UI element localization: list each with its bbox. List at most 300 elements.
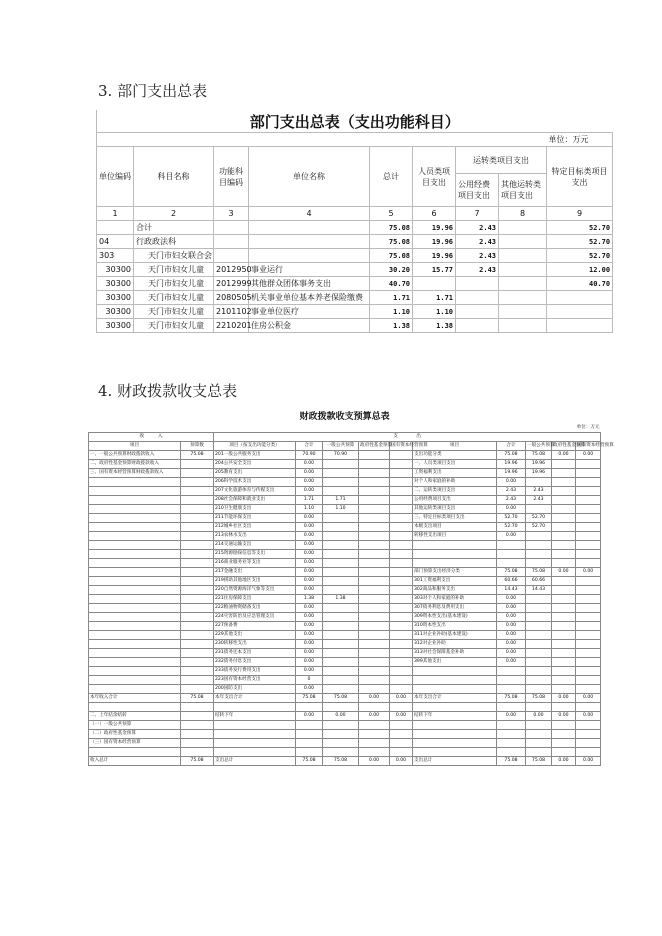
table-cell: [576, 631, 601, 640]
table-cell: [390, 550, 413, 559]
table-cell: [390, 568, 413, 577]
table-cell: [576, 667, 601, 676]
table-cell: 232债务付息支出: [214, 658, 296, 667]
table-cell: [181, 460, 214, 469]
table-cell: [413, 541, 497, 550]
table-cell: 75.08: [526, 568, 552, 577]
table-cell: [323, 748, 359, 757]
table-cell: [497, 559, 526, 568]
table-cell: 214交通运输支出: [214, 541, 296, 550]
table-cell: [359, 523, 390, 532]
table-cell: 19.96: [526, 460, 552, 469]
table-cell: 0.00: [497, 595, 526, 604]
table-cell: 0.00: [359, 757, 390, 766]
table-cell: 0.00: [296, 487, 323, 496]
table-cell: 本年支出合计: [413, 694, 497, 703]
table-cell: 1.71: [323, 496, 359, 505]
table-cell: 0.00: [359, 712, 390, 721]
table-cell: 1.38: [413, 319, 456, 333]
table-cell: [89, 541, 181, 550]
table-cell: 2.43: [497, 496, 526, 505]
table-cell: [552, 640, 576, 649]
table-cell: 52.70: [526, 514, 552, 523]
table-cell: [89, 604, 181, 613]
table-cell: 224灾害防治及应急管理支出: [214, 613, 296, 622]
table-cell: [359, 559, 390, 568]
table-cell: 52.70: [497, 514, 526, 523]
table-cell: 2.43: [526, 496, 552, 505]
table-cell: [552, 595, 576, 604]
table-cell: 2.43: [526, 487, 552, 496]
table-cell: 399其他支出: [413, 658, 497, 667]
table-cell: 52.70: [497, 523, 526, 532]
table-cell: [181, 631, 214, 640]
table-cell: [413, 277, 456, 291]
table-cell: 0.00: [323, 712, 359, 721]
department-expenditure-table: [96, 110, 612, 333]
table-cell: [181, 577, 214, 586]
table-cell: [526, 541, 552, 550]
table-cell: [181, 496, 214, 505]
table-cell: [390, 685, 413, 694]
table-cell: 309资本性支出(基本建设): [413, 613, 497, 622]
table-cell: 对个人和家庭的补助: [413, 478, 497, 487]
table-cell: 30300: [97, 263, 134, 277]
table-cell: 12.00: [547, 263, 613, 277]
table-cell: （一）一般公共预算: [89, 721, 181, 730]
table-cell: [390, 748, 413, 757]
table-cell: [576, 460, 601, 469]
table-cell: [390, 721, 413, 730]
table-row: [97, 319, 613, 333]
table-cell: [181, 667, 214, 676]
table-cell: [390, 613, 413, 622]
table-cell: 1.10: [413, 305, 456, 319]
table-cell: 0.00: [296, 649, 323, 658]
table-cell: 0.00: [296, 613, 323, 622]
table-cell: [390, 739, 413, 748]
table-cell: [576, 658, 601, 667]
table-cell: 三、国有资本经营预算财政拨款收入: [89, 469, 181, 478]
table-cell: 213农林水支出: [214, 532, 296, 541]
table-cell: 二、政府性基金预算财政拨款收入: [89, 460, 181, 469]
table-cell: 0.00: [497, 640, 526, 649]
table-cell: [359, 469, 390, 478]
table-cell: 公用经费项目支出: [413, 496, 497, 505]
table-cell: [526, 604, 552, 613]
table-cell: 一、人员类项目支出: [413, 460, 497, 469]
table-cell: [552, 532, 576, 541]
table-cell: 0.00: [296, 577, 323, 586]
table-cell: [576, 649, 601, 658]
table-cell: 0.00: [497, 532, 526, 541]
table-cell: [249, 235, 370, 249]
table-row: [89, 721, 601, 730]
table-cell: 2.43: [456, 263, 499, 277]
table-cell: [552, 649, 576, 658]
table-cell: [181, 559, 214, 568]
table-cell: 天门市妇女儿童: [134, 305, 214, 319]
table-cell: 2101102: [214, 305, 249, 319]
table-cell: [181, 721, 214, 730]
table-cell: [296, 721, 323, 730]
table-cell: 60.66: [497, 577, 526, 586]
table-cell: [89, 478, 181, 487]
table-cell: 307债务利息及费用支出: [413, 604, 497, 613]
table-cell: [576, 640, 601, 649]
table-cell: [390, 541, 413, 550]
table-cell: [497, 703, 526, 712]
table-cell: 0.00: [296, 658, 323, 667]
table-cell: 事业运行: [249, 263, 370, 277]
table-cell: [576, 541, 601, 550]
table-cell: [526, 532, 552, 541]
table-cell: [214, 221, 249, 235]
table-cell: 0.00: [497, 658, 526, 667]
table-cell: [497, 541, 526, 550]
table-row: [89, 640, 601, 649]
table-cell: 0.00: [296, 550, 323, 559]
table-cell: [552, 631, 576, 640]
table-cell: [390, 640, 413, 649]
header-unit-name: 单位名称: [249, 147, 370, 207]
table-cell: 三、特定目标类项目支出: [413, 514, 497, 523]
table-cell: [323, 667, 359, 676]
table-cell: [249, 249, 370, 263]
expense-label: 支 出: [214, 433, 601, 442]
table-cell: [89, 703, 181, 712]
table-cell: [323, 460, 359, 469]
table-cell: [456, 291, 499, 305]
table-cell: [552, 469, 576, 478]
table-cell: [181, 586, 214, 595]
table-cell: 天门市妇女儿童: [134, 319, 214, 333]
table-cell: 2210201: [214, 319, 249, 333]
table-cell: [89, 496, 181, 505]
table-cell: [323, 487, 359, 496]
table-cell: 219援助其他地区支出: [214, 577, 296, 586]
table-row: [89, 478, 601, 487]
table-cell: 216商业服务业等支出: [214, 559, 296, 568]
table-cell: [497, 730, 526, 739]
table-cell: [323, 703, 359, 712]
table-cell: [499, 277, 547, 291]
table-cell: [526, 559, 552, 568]
table-cell: [526, 631, 552, 640]
table-cell: [526, 748, 552, 757]
column-header: 项目: [413, 442, 497, 451]
table-cell: 0.00: [576, 712, 601, 721]
table-cell: 1.71: [296, 496, 323, 505]
table-cell: 0.00: [390, 694, 413, 703]
table-cell: [576, 595, 601, 604]
table-cell: [526, 685, 552, 694]
table-cell: [390, 496, 413, 505]
table-cell: [390, 505, 413, 514]
table-cell: [413, 721, 497, 730]
table-cell: 75.08: [323, 694, 359, 703]
table-cell: [413, 748, 497, 757]
table-cell: [359, 478, 390, 487]
table-cell: [359, 595, 390, 604]
table-cell: 一、一般公共预算财政拨款收入: [89, 451, 181, 460]
table-cell: 204公共安全支出: [214, 460, 296, 469]
table-cell: [359, 496, 390, 505]
table-cell: [576, 577, 601, 586]
table-cell: [359, 685, 390, 694]
table-row: [89, 514, 601, 523]
table-cell: [413, 676, 497, 685]
table-cell: [552, 514, 576, 523]
table-cell: 200国防支出: [214, 685, 296, 694]
column-index: 4: [249, 207, 370, 221]
table-cell: [576, 721, 601, 730]
table-cell: 215资源勘探信息等支出: [214, 550, 296, 559]
table-cell: [214, 703, 296, 712]
table-cell: 0.00: [296, 586, 323, 595]
table-cell: 2.43: [456, 249, 499, 263]
table-cell: 227预备费: [214, 622, 296, 631]
table-cell: 75.08: [296, 694, 323, 703]
table-cell: 收入总计: [89, 757, 181, 766]
table-cell: 0.00: [552, 694, 576, 703]
table-cell: [499, 263, 547, 277]
table-cell: [181, 613, 214, 622]
table-cell: [526, 640, 552, 649]
table-row: [89, 559, 601, 568]
table-row: [97, 221, 613, 235]
table-cell: [526, 649, 552, 658]
table-cell: [497, 667, 526, 676]
table-cell: 52.70: [547, 235, 613, 249]
table-cell: [323, 613, 359, 622]
table-cell: [576, 523, 601, 532]
table-cell: [526, 676, 552, 685]
table-cell: [456, 277, 499, 291]
table-cell: [552, 586, 576, 595]
table-cell: [576, 622, 601, 631]
table-row: [89, 586, 601, 595]
table-cell: 0.00: [359, 694, 390, 703]
table-cell: [456, 305, 499, 319]
table-cell: [497, 739, 526, 748]
table-cell: 0.00: [576, 694, 601, 703]
table-cell: 0.00: [576, 568, 601, 577]
table-cell: [526, 739, 552, 748]
table-cell: 222粮油物资储备支出: [214, 604, 296, 613]
table-cell: 2.43: [497, 487, 526, 496]
table-cell: 75.08: [296, 757, 323, 766]
table-cell: [359, 721, 390, 730]
table-cell: [323, 739, 359, 748]
table-cell: [323, 721, 359, 730]
table-row: [89, 577, 601, 586]
table-cell: 0.00: [497, 604, 526, 613]
table-cell: 212城乡社区支出: [214, 523, 296, 532]
table-cell: [359, 676, 390, 685]
column-index: 2: [134, 207, 214, 221]
table-cell: 75.08: [497, 757, 526, 766]
table-cell: 0.00: [296, 478, 323, 487]
table-cell: [413, 685, 497, 694]
table-cell: [214, 249, 249, 263]
table-cell: 30300: [97, 305, 134, 319]
table-cell: 2080505: [214, 291, 249, 305]
table-cell: [214, 235, 249, 249]
table-cell: [499, 221, 547, 235]
table-cell: 0.00: [296, 622, 323, 631]
table-cell: 303: [97, 249, 134, 263]
column-header: 政府性基金预算: [552, 442, 576, 451]
table-cell: [359, 649, 390, 658]
table-row: [89, 496, 601, 505]
table-cell: [359, 487, 390, 496]
table-cell: [526, 703, 552, 712]
section-heading-1: 3. 部门支出总表: [98, 82, 208, 100]
table-cell: 52.70: [526, 523, 552, 532]
table-cell: 结转下年: [214, 712, 296, 721]
column-header: 国有资本经营预算: [390, 442, 413, 451]
table-cell: 1.10: [323, 505, 359, 514]
table-cell: [390, 469, 413, 478]
table-cell: [526, 550, 552, 559]
table-title: 部门支出总表（支出功能科目）: [97, 110, 613, 133]
table-cell: [499, 319, 547, 333]
table-cell: [390, 532, 413, 541]
table-cell: 52.70: [547, 249, 613, 263]
table-cell: [89, 658, 181, 667]
table-cell: 230转移性支出: [214, 640, 296, 649]
table-cell: [359, 586, 390, 595]
header-total: 总计: [370, 147, 413, 207]
table-cell: 支出总计: [413, 757, 497, 766]
table-cell: 2012999: [214, 277, 249, 291]
table-cell: [181, 532, 214, 541]
table-cell: [390, 676, 413, 685]
table-cell: [390, 523, 413, 532]
table-cell: [390, 622, 413, 631]
table-cell: [526, 595, 552, 604]
table-cell: 231债务还本支出: [214, 649, 296, 658]
table-row: [97, 277, 613, 291]
header-operating: 运转类项目支出: [456, 147, 547, 174]
table-cell: [359, 604, 390, 613]
table-cell: 210卫生健康支出: [214, 505, 296, 514]
table-cell: [576, 685, 601, 694]
table-cell: 天门市妇女儿童: [134, 277, 214, 291]
table-cell: [89, 568, 181, 577]
table-cell: [359, 640, 390, 649]
table-cell: 229其他支出: [214, 631, 296, 640]
table-cell: 0.00: [497, 478, 526, 487]
table-cell: 0.00: [296, 514, 323, 523]
table-cell: [359, 730, 390, 739]
table-cell: [89, 559, 181, 568]
table-row: [89, 622, 601, 631]
table-cell: [89, 586, 181, 595]
table-cell: [323, 640, 359, 649]
table-cell: [576, 613, 601, 622]
table-cell: [89, 622, 181, 631]
table-row: [89, 649, 601, 658]
table-cell: [547, 305, 613, 319]
table-cell: [323, 469, 359, 478]
table-row: [89, 658, 601, 667]
table-cell: 0.00: [497, 631, 526, 640]
table-cell: [359, 541, 390, 550]
table-cell: [552, 460, 576, 469]
table-cell: [390, 577, 413, 586]
table-cell: 0: [296, 676, 323, 685]
table-cell: 二、运转类项目支出: [413, 487, 497, 496]
table-cell: （二）政府性基金预算: [89, 730, 181, 739]
table-cell: [89, 514, 181, 523]
table-cell: [181, 604, 214, 613]
table-row: [89, 460, 601, 469]
table-cell: [576, 469, 601, 478]
table-cell: [552, 487, 576, 496]
table-cell: 313对社会保障基金补助: [413, 649, 497, 658]
table-cell: 部门预算支出经济分类: [413, 568, 497, 577]
table-row: [97, 305, 613, 319]
table-cell: 30300: [97, 319, 134, 333]
table-cell: 221住房保障支出: [214, 595, 296, 604]
table-cell: 233债务发行费用支出: [214, 667, 296, 676]
table-cell: [359, 622, 390, 631]
table-cell: [547, 319, 613, 333]
table-cell: 19.96: [413, 221, 456, 235]
table-cell: [181, 649, 214, 658]
table-cell: [181, 568, 214, 577]
table-cell: [390, 658, 413, 667]
table-cell: [89, 577, 181, 586]
table-cell: [359, 505, 390, 514]
table-cell: 19.96: [413, 235, 456, 249]
table-cell: [552, 622, 576, 631]
table-cell: [526, 478, 552, 487]
table-cell: [359, 514, 390, 523]
table-cell: [390, 514, 413, 523]
table-cell: 14.43: [497, 586, 526, 595]
table-cell: [89, 640, 181, 649]
table-cell: [181, 505, 214, 514]
table-cell: 0.00: [296, 712, 323, 721]
table-row: [89, 748, 601, 757]
section-heading-2: 4. 财政拨款收支总表: [98, 382, 238, 400]
table-cell: [576, 730, 601, 739]
table-cell: 75.08: [370, 249, 413, 263]
table-cell: 0.00: [497, 712, 526, 721]
table-cell: [323, 478, 359, 487]
table-cell: [214, 721, 296, 730]
table-cell: [576, 748, 601, 757]
table-cell: [413, 730, 497, 739]
table-cell: [323, 550, 359, 559]
table-cell: 205教育支出: [214, 469, 296, 478]
table-cell: [576, 487, 601, 496]
table-cell: 0.00: [576, 451, 601, 460]
table-cell: [323, 559, 359, 568]
table-cell: [552, 685, 576, 694]
table-cell: [552, 730, 576, 739]
table-cell: [359, 748, 390, 757]
table-cell: [576, 496, 601, 505]
table-cell: [526, 667, 552, 676]
table-cell: 211节能环保支出: [214, 514, 296, 523]
table-cell: 303对个人和家庭的补助: [413, 595, 497, 604]
column-index: 5: [370, 207, 413, 221]
table-row: [89, 469, 601, 478]
